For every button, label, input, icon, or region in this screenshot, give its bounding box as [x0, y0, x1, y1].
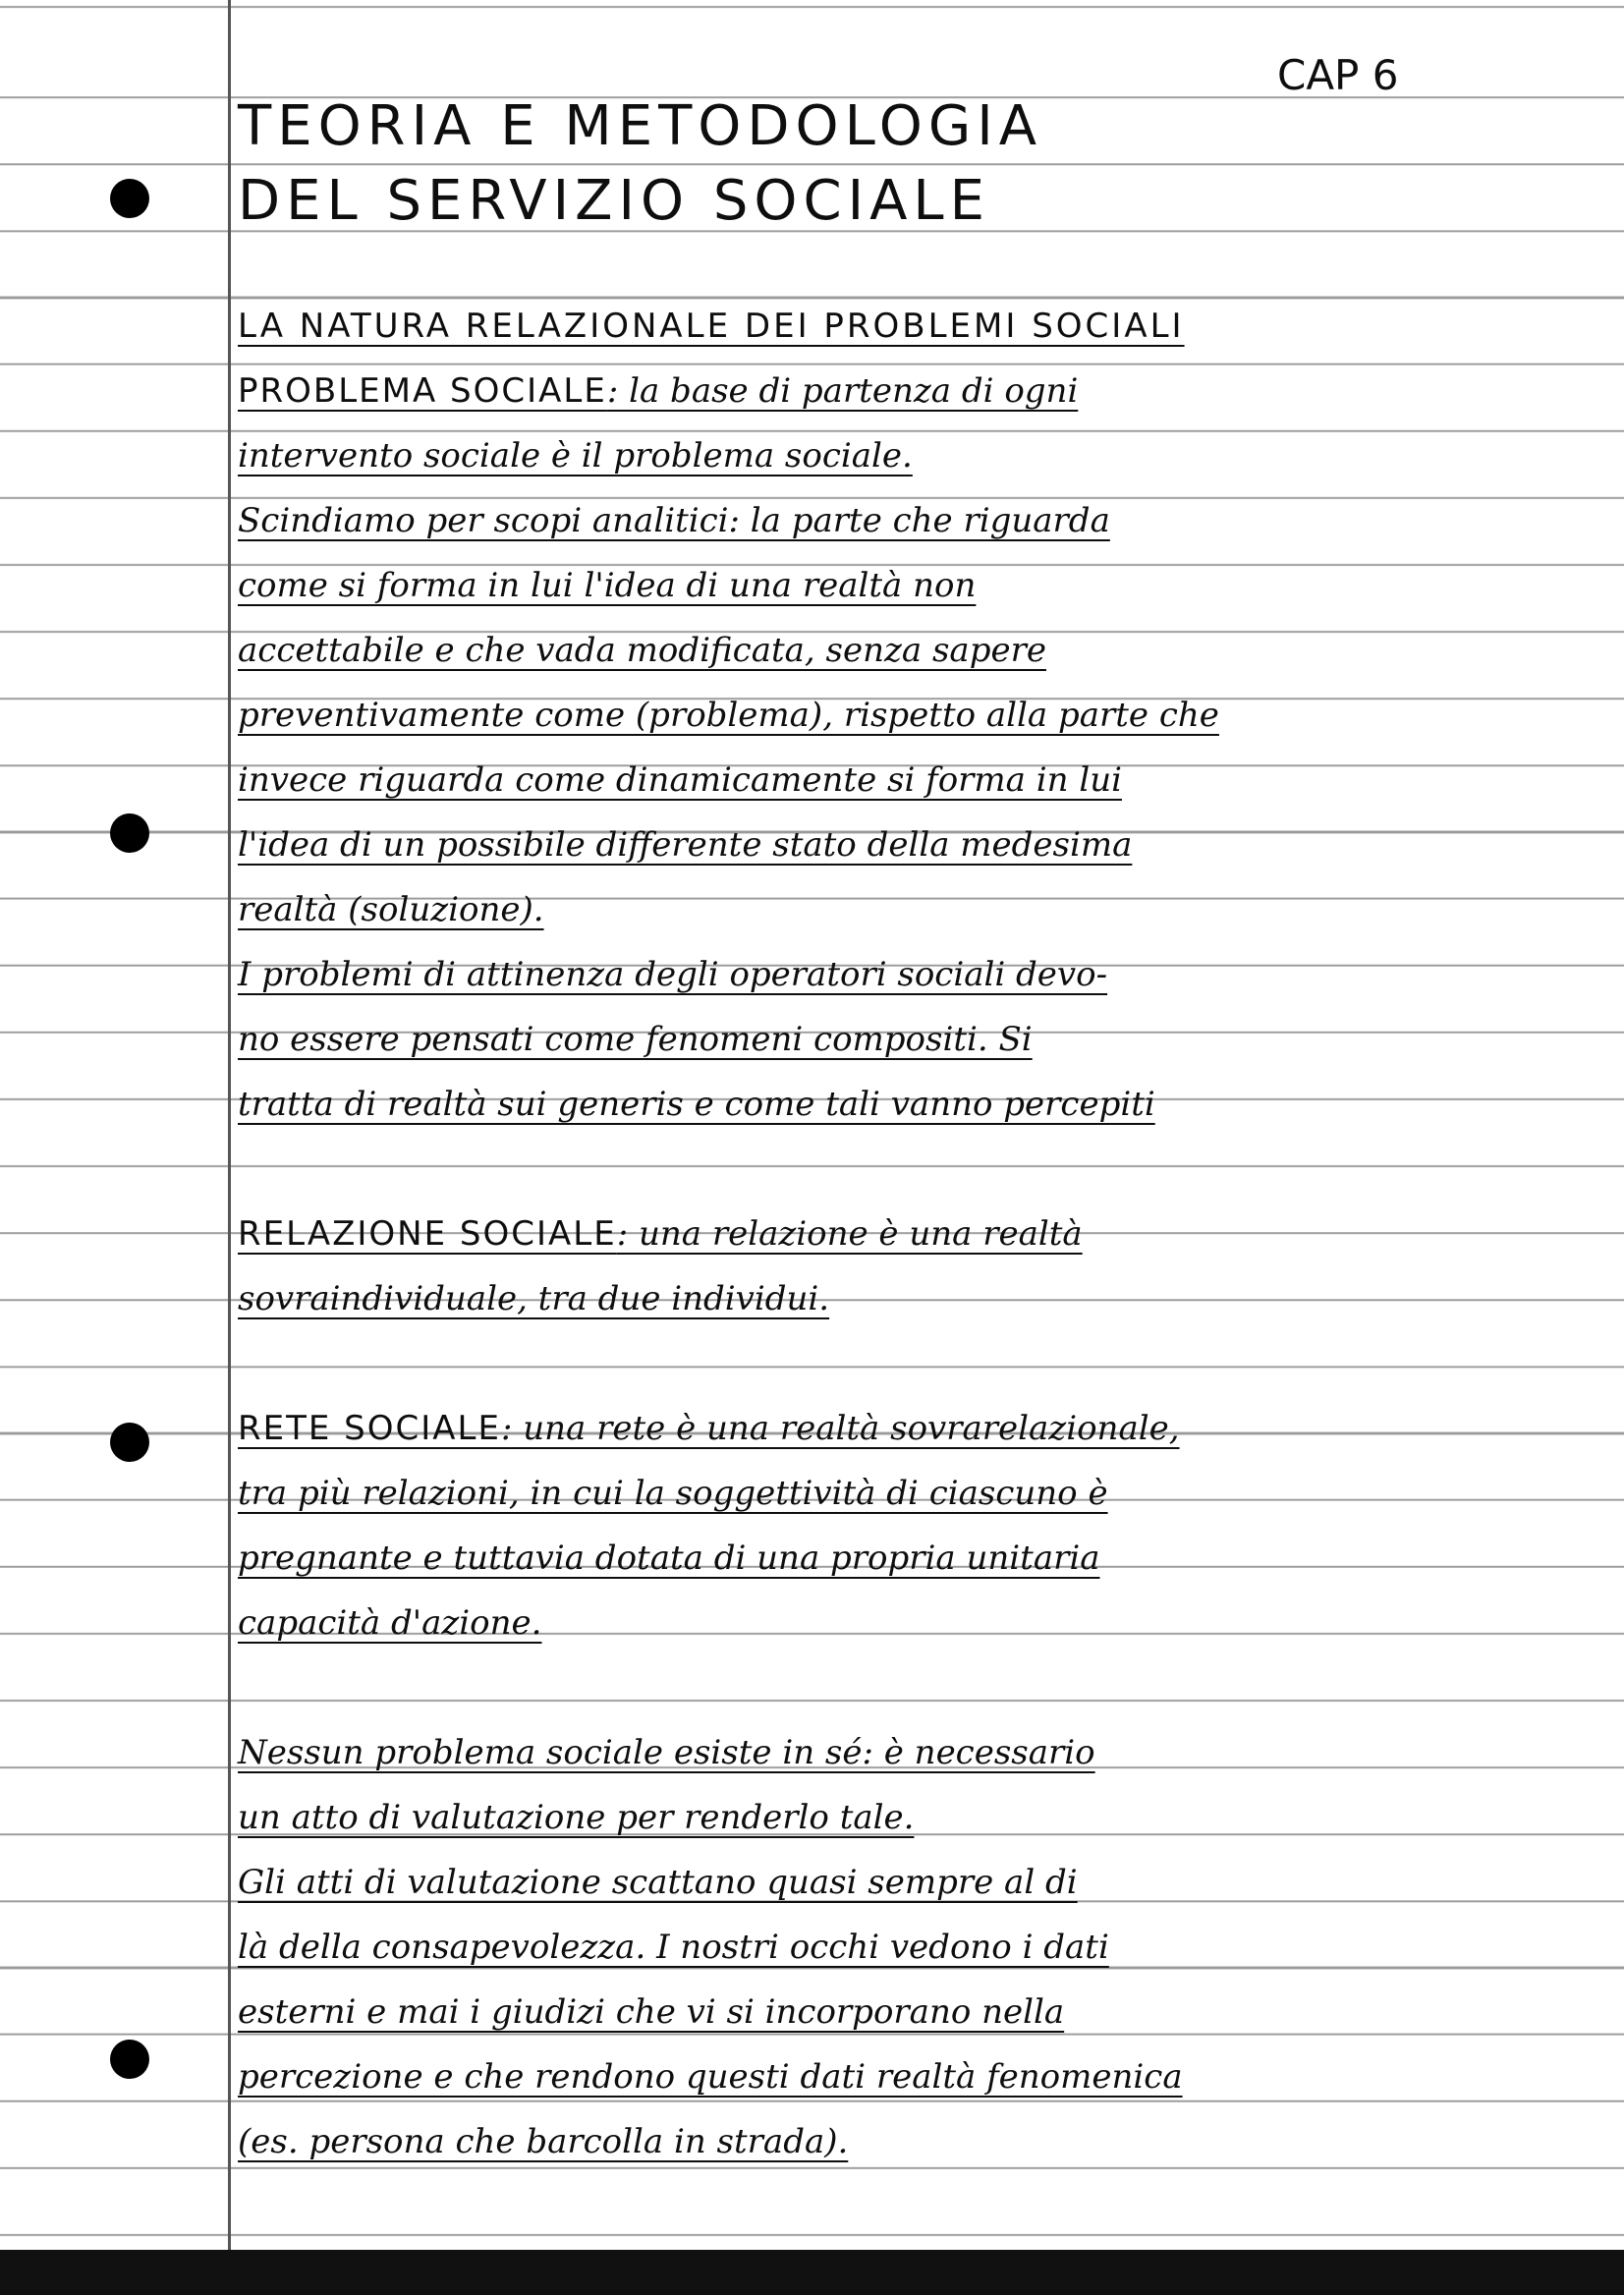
- text-line: tra più relazioni, in cui la soggettività di ciascuno è: [238, 1474, 1108, 1513]
- text-line: [238, 371, 1078, 411]
- text-line: Scindiamo per scopi analitici: la parte che riguarda: [238, 501, 1110, 540]
- text-line: là della consapevolezza. I nostri occhi vedono i dati: [238, 1928, 1109, 1967]
- term-definition: : una rete è una realtà sovrarelazionale,: [500, 1409, 1180, 1448]
- term-label: RETE SOCIALE: [238, 1409, 501, 1448]
- chapter-label: CAP 6: [1277, 51, 1399, 99]
- punch-hole: [110, 179, 149, 218]
- text-line: I problemi di attinenza degli operatori sociali devo-: [238, 955, 1108, 994]
- section-heading: LA NATURA RELAZIONALE DEI PROBLEMI SOCIALI: [238, 307, 1185, 346]
- page-title-line-2: DEL SERVIZIO SOCIALE: [238, 169, 990, 233]
- text-line: un atto di valutazione per renderlo tale.: [238, 1798, 915, 1837]
- text-line: esterni e mai i giudizi che vi si incorporano nella: [238, 1992, 1065, 2032]
- text-line: sovraindividuale, tra due individui.: [238, 1279, 830, 1318]
- margin-line: [228, 0, 231, 2250]
- text-line: invece riguarda come dinamicamente si forma in lui: [238, 760, 1122, 800]
- term-label: PROBLEMA SOCIALE: [238, 371, 607, 411]
- text-line: [238, 1409, 1180, 1448]
- text-line: preventivamente come (problema), rispetto alla parte che: [238, 696, 1219, 735]
- text-line: pregnante e tuttavia dotata di una propria unitaria: [238, 1539, 1100, 1578]
- text-line: percezione e che rendono questi dati realtà fenomenica: [238, 2057, 1183, 2097]
- term-definition: : una relazione è una realtà: [616, 1214, 1083, 1254]
- punch-hole: [110, 1423, 149, 1462]
- text-line: accettabile e che vada modificata, senza sapere: [238, 631, 1046, 670]
- text-line: [238, 1214, 1083, 1254]
- text-line: l'idea di un possibile differente stato della medesima: [238, 825, 1133, 865]
- text-line: Gli atti di valutazione scattano quasi sempre al di: [238, 1863, 1078, 1902]
- punch-hole: [110, 2040, 149, 2079]
- text-line: no essere pensati come fenomeni compositi. Si: [238, 1020, 1033, 1059]
- term-label: RELAZIONE SOCIALE: [238, 1214, 617, 1254]
- punch-hole: [110, 813, 149, 853]
- scan-bottom-edge: [0, 2250, 1624, 2295]
- text-line: capacità d'azione.: [238, 1603, 542, 1643]
- text-line: intervento sociale è il problema sociale.: [238, 436, 913, 476]
- text-line: Nessun problema sociale esiste in sé: è necessario: [238, 1733, 1095, 1772]
- page-title-line-1: TEORIA E METODOLOGIA: [238, 94, 1043, 158]
- text-line: (es. persona che barcolla in strada).: [238, 2122, 849, 2161]
- text-line: realtà (soluzione).: [238, 890, 544, 929]
- text-line: tratta di realtà sui generis e come tali vanno percepiti: [238, 1085, 1155, 1124]
- term-definition: : la base di partenza di ogni: [606, 371, 1079, 411]
- text-line: come si forma in lui l'idea di una realtà non: [238, 566, 977, 605]
